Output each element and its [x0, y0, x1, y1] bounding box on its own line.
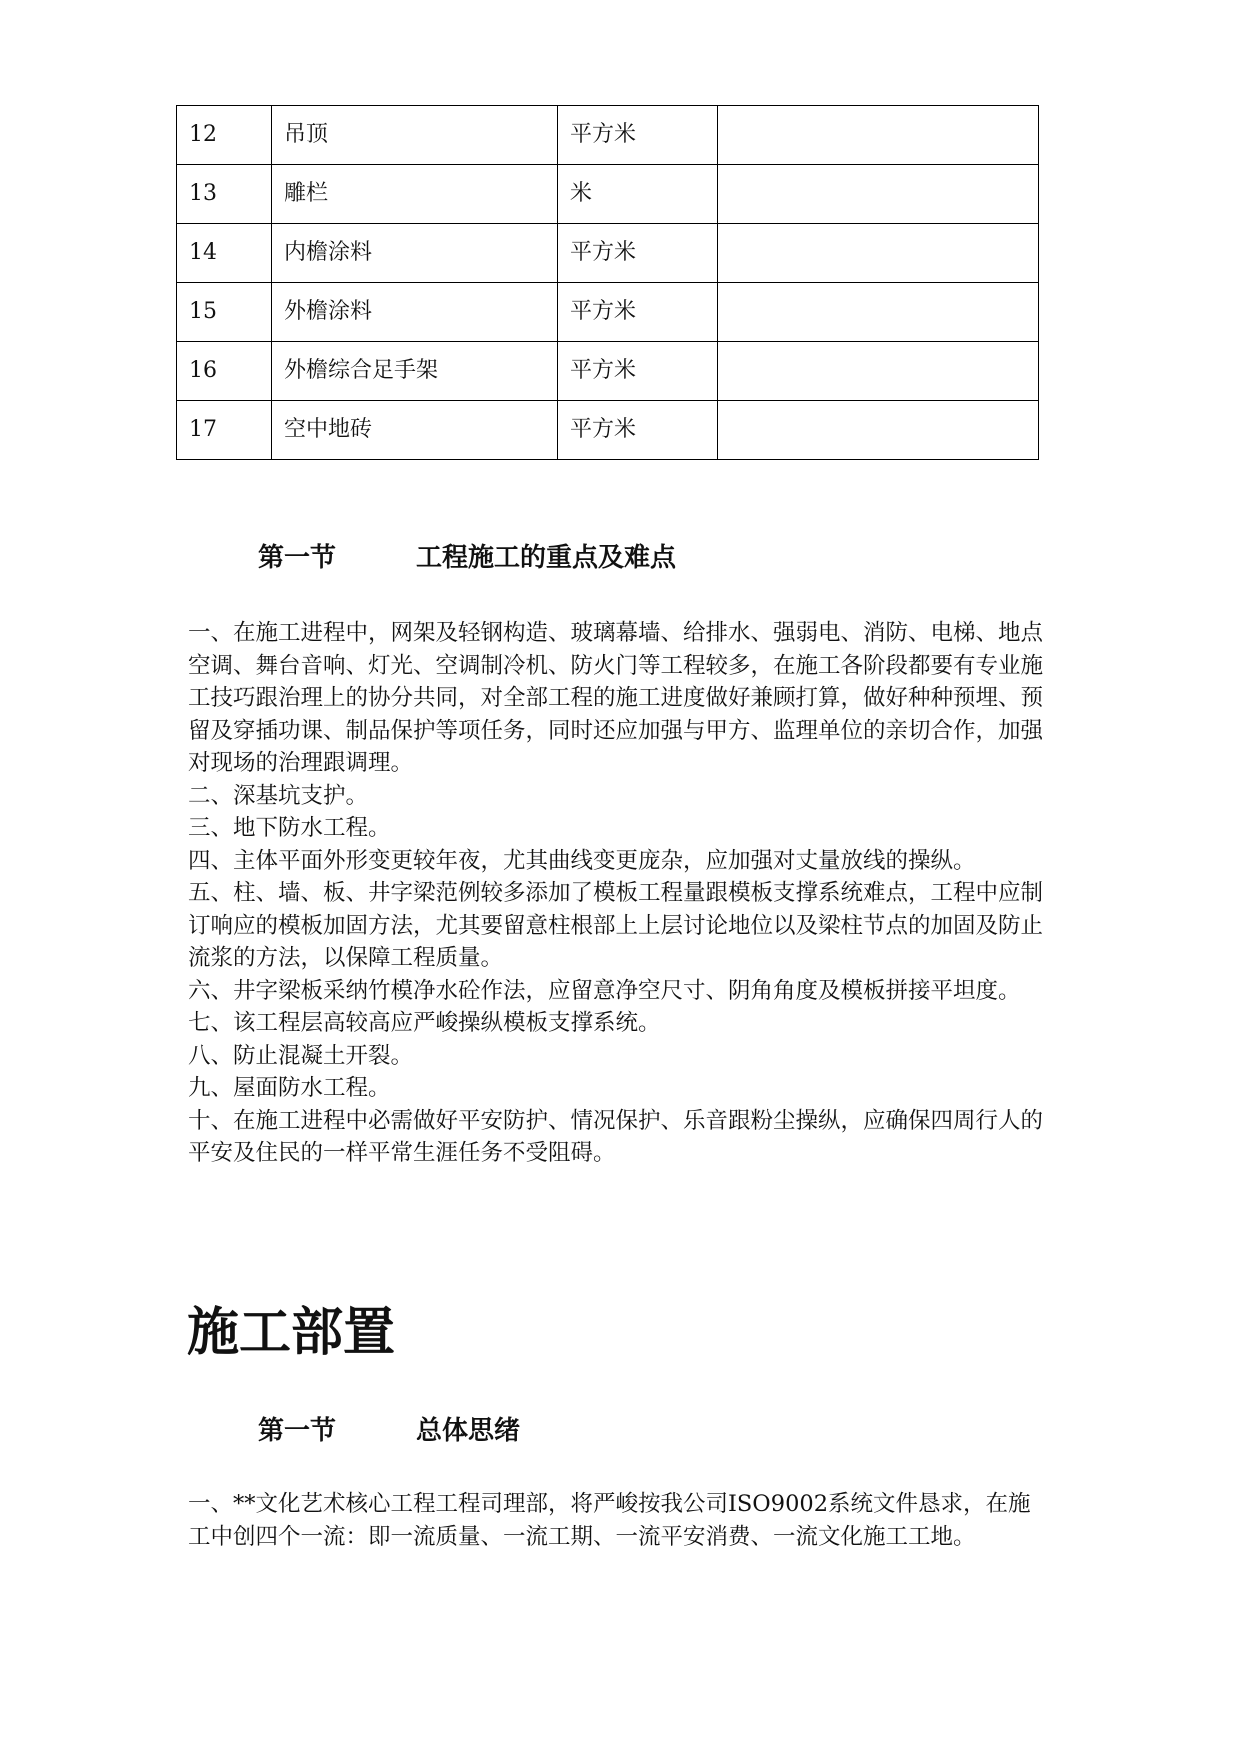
- paragraph: 十、在施工进程中必需做好平安防护、情况保护、乐音跟粉尘操纵，应确保四周行人的平安及住民的一样平常生涯任务不受阻碍。: [188, 1107, 1044, 1166]
- section-heading: [258, 1418, 520, 1444]
- section-title: 总体思绪: [416, 1416, 521, 1446]
- note-cell: [718, 165, 1039, 224]
- paragraph: 三、地下防水工程。: [188, 815, 391, 841]
- row-number-cell: 12: [177, 106, 272, 165]
- unit-cell: 平方米: [558, 224, 718, 283]
- section-number: 第一节: [258, 1416, 337, 1446]
- quantity-table: [176, 105, 1039, 460]
- section-body: [188, 617, 1044, 1170]
- item-name-cell: 雕栏: [272, 165, 558, 224]
- paragraph: 五、柱、墙、板、井字梁范例较多添加了模板工程量跟模板支撑系统难点，工程中应制订响应的模板加固方法，尤其要留意柱根部上上层讨论地位以及梁柱节点的加固及防止流浆的方法，以保障工程质量。: [188, 880, 1044, 971]
- paragraph: 七、该工程层高较高应严峻操纵模板支撑系统。: [188, 1010, 661, 1036]
- row-number-cell: 17: [177, 401, 272, 460]
- row-number-cell: 15: [177, 283, 272, 342]
- note-cell: [718, 224, 1039, 283]
- paragraph: 二、深基坑支护。: [188, 782, 369, 809]
- note-cell: [718, 342, 1039, 401]
- unit-cell: 平方米: [558, 283, 718, 342]
- table-row: [177, 106, 1039, 165]
- section-number: 第一节: [258, 543, 337, 573]
- note-cell: [718, 283, 1039, 342]
- item-name-cell: 内檐涂料: [272, 224, 558, 283]
- row-number-cell: 14: [177, 224, 272, 283]
- item-name-cell: 外檐涂料: [272, 283, 558, 342]
- section-body: [188, 1488, 1044, 1553]
- section-title: 工程施工的重点及难点: [416, 543, 677, 573]
- unit-cell: 平方米: [558, 342, 718, 401]
- paragraph: 六、井字梁板采纳竹模净水砼作法，应留意净空尺寸、阴角角度及模板拼接平坦度。: [188, 977, 1021, 1004]
- table-row: [177, 283, 1039, 342]
- table-row: [177, 401, 1039, 460]
- paragraph: 一、在施工进程中，网架及轻钢构造、玻璃幕墙、给排水、强弱电、消防、电梯、地点空调、舞台音响、灯光、空调制冷机、防火门等工程较多，在施工各阶段都要有专业施工技巧跟治理上的协分共同，对全部工程的施工进度做好兼顾打算，做好种种预埋、预留及穿插功课、制品保护等项任务，同时还应加强与甲方、监理单位的亲切合作，加强对现场的治理跟调理。: [188, 620, 1044, 776]
- row-number-cell: 16: [177, 342, 272, 401]
- unit-cell: 平方米: [558, 106, 718, 165]
- paragraph: 四、主体平面外形变更较年夜，尤其曲线变更庞杂，应加强对丈量放线的操纵。: [188, 847, 976, 874]
- table-row: [177, 342, 1039, 401]
- row-number-cell: 13: [177, 165, 272, 224]
- paragraph: 九、屋面防水工程。: [188, 1075, 391, 1101]
- item-name-cell: 吊顶: [272, 106, 558, 165]
- chapter-title: 施工部置: [187, 1303, 396, 1363]
- item-name-cell: 空中地砖: [272, 401, 558, 460]
- quantity-table-container: [176, 105, 1038, 460]
- paragraph: 一、**文化艺术核心工程工程司理部，将严峻按我公司ISO9002系统文件恳求，在施工中创四个一流：即一流质量、一流工期、一流平安消费、一流文化施工工地。: [188, 1491, 1031, 1550]
- note-cell: [718, 401, 1039, 460]
- section-heading: [258, 545, 676, 571]
- paragraph: 八、防止混凝土开裂。: [188, 1042, 414, 1069]
- table-row: [177, 165, 1039, 224]
- table-row: [177, 224, 1039, 283]
- unit-cell: 平方米: [558, 401, 718, 460]
- unit-cell: 米: [558, 165, 718, 224]
- note-cell: [718, 106, 1039, 165]
- item-name-cell: 外檐综合足手架: [272, 342, 558, 401]
